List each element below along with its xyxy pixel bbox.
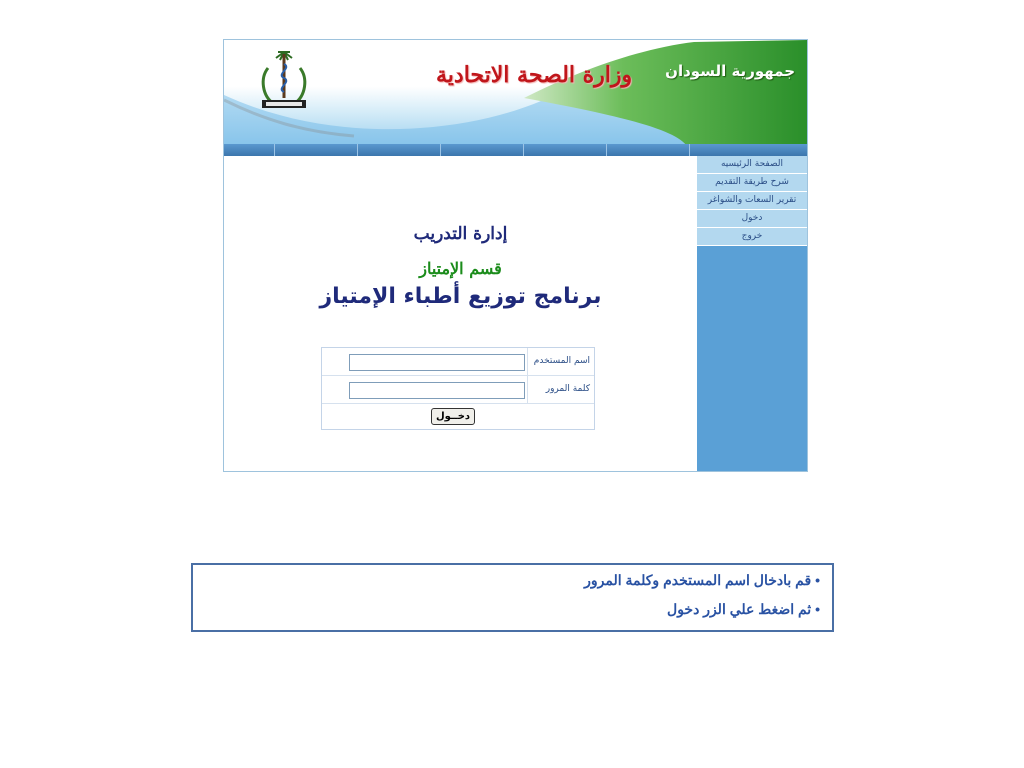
password-label: كلمة المرور <box>545 384 590 394</box>
main-content <box>224 156 697 472</box>
sidebar-item-capacity-report[interactable]: تقرير السعات والشواغر <box>697 192 807 210</box>
web-page-frame <box>223 39 808 472</box>
instruction-line-1: • قم بادخال اسم المستخدم وكلمة المرور <box>584 572 820 588</box>
instruction-line-2: • ثم اضغط علي الزر دخول <box>667 601 820 617</box>
username-row <box>322 348 594 376</box>
instruction-note <box>191 563 834 632</box>
menu-separator <box>274 144 275 156</box>
submit-row <box>322 404 594 431</box>
program-title: برنامج توزيع أطباء الإمتياز <box>319 284 602 309</box>
section-title: قسم الإمتياز <box>419 259 502 278</box>
menu-separator <box>357 144 358 156</box>
sidebar-item-logout[interactable]: خروج <box>697 228 807 246</box>
department-title: إدارة التدريب <box>413 224 508 244</box>
sidebar-item-login[interactable]: دخول <box>697 210 807 228</box>
menu-separator <box>523 144 524 156</box>
password-input[interactable] <box>349 382 525 399</box>
login-form <box>321 347 595 430</box>
sidebar-nav <box>697 156 807 472</box>
republic-title: جمهورية السودان <box>665 62 795 80</box>
login-button[interactable]: دخــول <box>431 408 475 425</box>
username-label: اسم المستخدم <box>533 356 590 366</box>
sidebar-item-home[interactable]: الصفحة الرئيسيه <box>697 156 807 174</box>
password-row <box>322 376 594 404</box>
column-divider <box>527 348 528 375</box>
username-input[interactable] <box>349 354 525 371</box>
menu-separator <box>689 144 690 156</box>
menu-separator <box>606 144 607 156</box>
site-banner <box>224 40 807 156</box>
menu-separator <box>440 144 441 156</box>
ministry-emblem-icon <box>254 48 314 114</box>
ministry-title: وزارة الصحة الاتحادية <box>436 62 633 88</box>
sidebar-item-application-guide[interactable]: شرح طريقة التقديم <box>697 174 807 192</box>
top-menu-bar <box>224 144 807 156</box>
column-divider <box>527 376 528 403</box>
